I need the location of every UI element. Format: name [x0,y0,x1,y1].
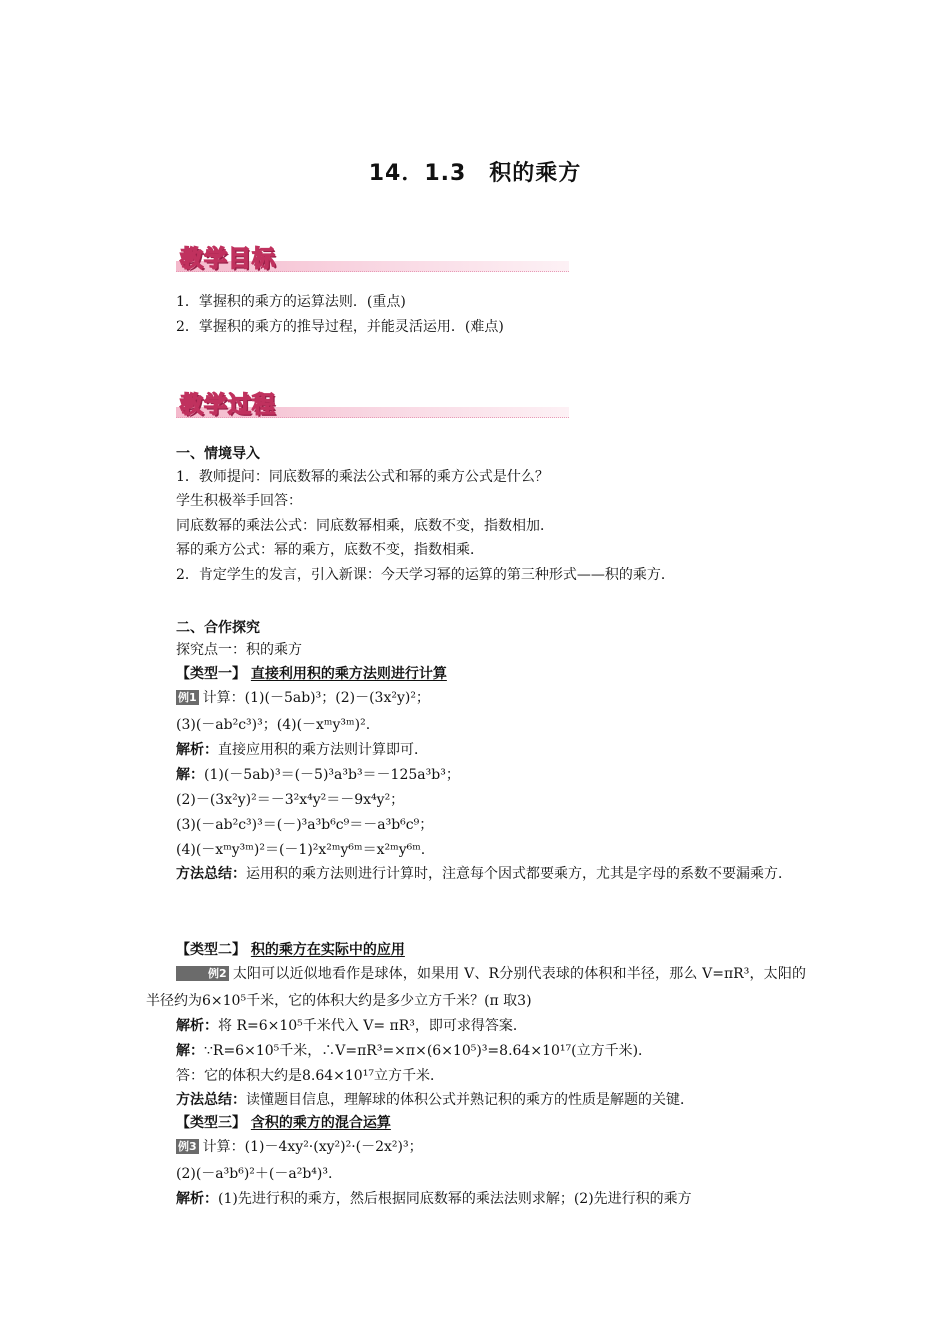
example-badge: 例1 [178,691,197,704]
analysis-text: 将 R=6×10⁵千米代入 V= πR³，即可求得答案． [218,1018,527,1034]
question-text: 太阳可以近似地看作是球体，如果用 V、R分别代表球的体积和半径，那么 V=πR³，太阳的半径约为6×10⁵千米，它的体积大约是多少立方千米？(π 取3) [146,966,806,1009]
summary-label: 方法总结： [176,866,246,882]
section-heading: 一、情境导入 [176,446,260,462]
method-summary [146,861,806,888]
type-heading [176,1113,391,1133]
solution-text: (1)(－5ab)³＝(－5)³a³b³＝－125a³b³； [204,767,460,783]
method-summary [176,1090,694,1110]
analysis-label: 解析： [176,1191,218,1207]
type-tag: 【类型三】 [176,1115,246,1131]
analysis-text: (1)先进行积的乘方，然后根据同底数幂的乘法法则求解；(2)先进行积的乘方 [218,1191,692,1207]
explore-point: 探究点一：积的乘方 [176,642,302,658]
analysis [176,1016,527,1036]
example-question [176,1137,423,1157]
page-title: 14．1.3 积的乘方 [368,161,582,186]
analysis [176,1189,692,1209]
solution-line: (4)(－xᵐy³ᵐ)²＝(－1)²x²ᵐy⁶ᵐ＝x²ᵐy⁶ᵐ. [176,842,426,858]
type-tag: 【类型二】 [176,942,246,958]
analysis-label: 解析： [176,1018,218,1034]
analysis [176,740,428,760]
example-badge: 例3 [178,1140,197,1153]
goal-item: 2．掌握积的乘方的推导过程，并能灵活运用．(难点) [176,319,504,335]
solution [176,765,460,785]
question-text: 计算：(1)－4xy²·(xy²)²·(－2x²)³； [202,1139,423,1155]
section-heading: 二、合作探究 [176,620,260,636]
answer: 答：它的体积大约是8.64×10¹⁷立方千米． [176,1068,444,1084]
summary-label: 方法总结： [176,1092,246,1108]
solution [176,1041,652,1061]
banner-label: 教学目标 [180,246,276,272]
text-line: 幂的乘方公式：幂的乘方，底数不变，指数相乘． [176,542,484,558]
example-question: (3)(－ab²c³)³；(4)(－xᵐy³ᵐ)². [176,717,371,733]
type-tag: 【类型一】 [176,666,246,682]
solution-text: ∵R=6×10⁵千米，∴V=πR³=×π×(6×10⁵)³=8.64×10¹⁷(立方千米)． [204,1043,653,1059]
example-badge: 例2 [176,966,229,981]
example-question [146,961,806,1015]
example-question [176,688,430,708]
type-title: 含积的乘方的混合运算 [250,1115,391,1131]
analysis-text: 直接应用积的乘方法则计算即可． [218,742,428,758]
analysis-label: 解析： [176,742,218,758]
type-title: 直接利用积的乘方法则进行计算 [250,666,447,682]
banner-label: 教学过程 [180,392,276,418]
type-heading [176,664,447,684]
solution-line: (2)－(3x²y)²＝－3²x⁴y²＝－9x⁴y²； [176,792,405,808]
example-question: (2)(－a³b⁶)²＋(－a²b⁴)³. [176,1166,333,1182]
text-line: 学生积极举手回答： [176,493,302,509]
section-banner-goals [176,240,569,274]
text-line: 同底数幂的乘法公式：同底数幂相乘，底数不变，指数相加． [176,518,554,534]
question-text: 计算：(1)(－5ab)³；(2)－(3x²y)²； [202,690,430,706]
type-title: 积的乘方在实际中的应用 [250,942,405,958]
summary-text: 运用积的乘方法则进行计算时，注意每个因式都要乘方，尤其是字母的系数不要漏乘方． [246,866,792,882]
section-banner-process [176,386,569,420]
goal-item: 1．掌握积的乘方的运算法则．(重点) [176,294,406,310]
solution-label: 解： [176,767,204,783]
text-line: 2．肯定学生的发言，引入新课：今天学习幂的运算的第三种形式——积的乘方． [176,567,675,583]
summary-text: 读懂题目信息，理解球的体积公式并熟记积的乘方的性质是解题的关键． [246,1092,694,1108]
type-heading [176,940,405,960]
text-line: 1．教师提问：同底数幂的乘法公式和幂的乘方公式是什么？ [176,469,549,485]
solution-line: (3)(－ab²c³)³＝(－)³a³b⁶c⁹＝－a³b⁶c⁹； [176,817,434,833]
solution-label: 解： [176,1043,204,1059]
